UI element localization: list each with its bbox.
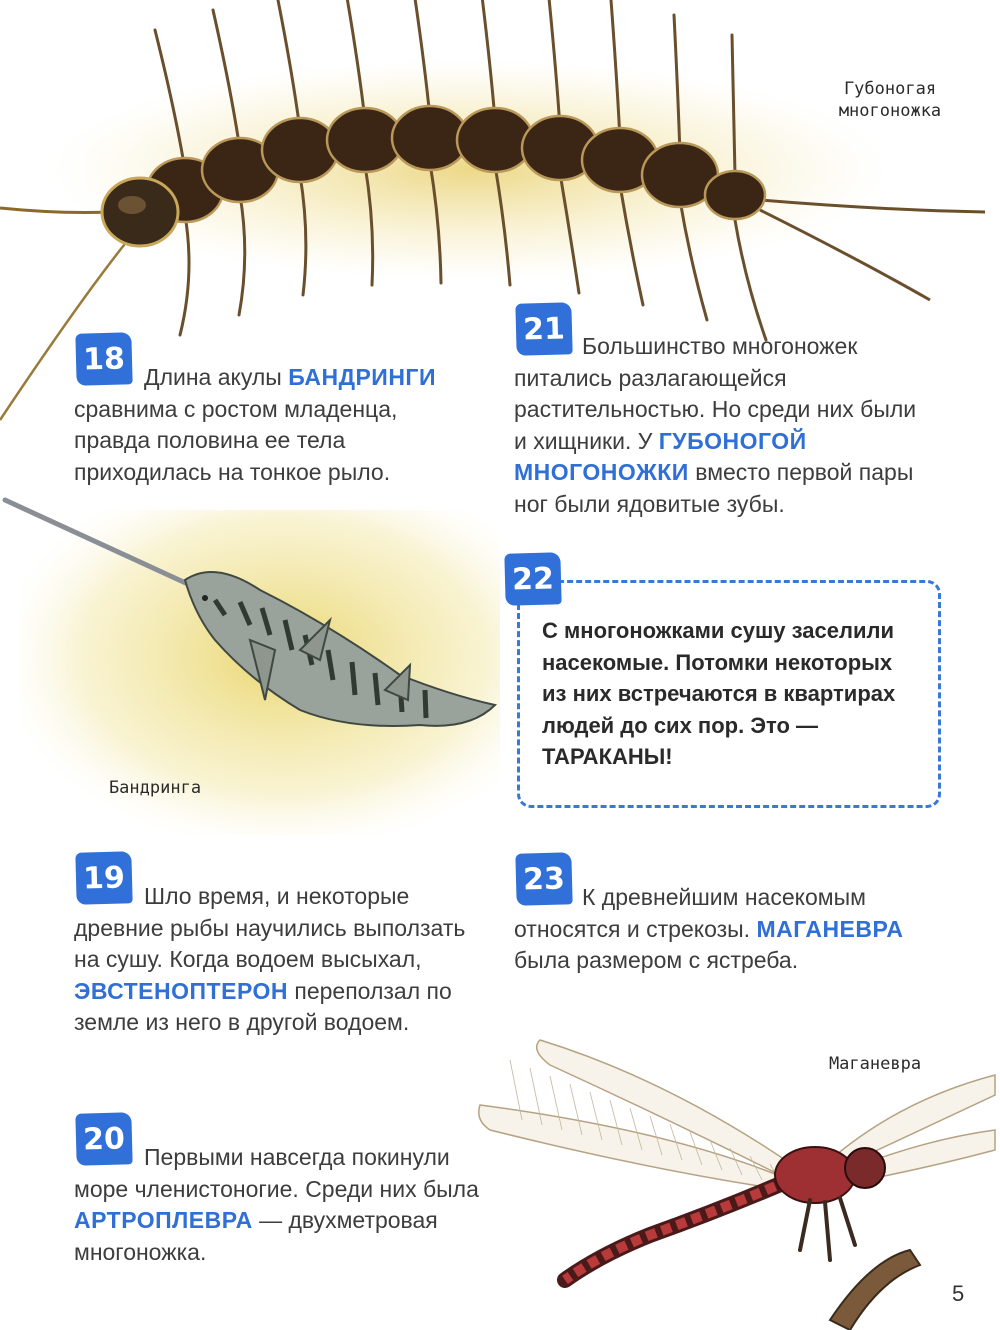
fact-23-badge: 23: [515, 852, 572, 905]
fact-19-before: Шло время, и некоторые древние рыбы научились выползать на сушу. Когда водоем высыхал,: [74, 883, 466, 972]
fact-23-before: К древнейшим насекомым относятся и стрекозы.: [514, 884, 866, 942]
fact-23-highlight: МАГАНЕВРА: [756, 915, 904, 942]
dragonfly-caption: Маганевра: [828, 1054, 922, 1074]
fact-18-badge: 18: [75, 332, 132, 385]
page-number: 5: [952, 1281, 965, 1306]
shark-illustration: [0, 490, 500, 835]
fact-22-callout: [517, 580, 941, 808]
fact-19-badge: 19: [75, 851, 132, 904]
fact-18-text: [74, 362, 474, 488]
fact-19-after: переползал по земле из него в другой водоем.: [74, 977, 452, 1035]
fact-22-badge: 22: [504, 552, 561, 605]
fact-23-after: была размером с ястреба.: [514, 947, 799, 973]
fact-21-text: [514, 331, 934, 520]
fact-21-highlight: ГУБОНОГОЙ МНОГОНОЖКИ: [514, 427, 807, 485]
fact-20-before: Первыми навсегда покинули море членистоногие. Среди них была: [74, 1144, 479, 1202]
fact-20-after: — двухметровая многоножка.: [74, 1207, 438, 1265]
fact-21-before: Большинство многоножек питались разлагающейся растительностью. Но среди них были и хищники. У: [514, 333, 917, 454]
fact-20-badge: 20: [75, 1112, 132, 1165]
fact-20-highlight: АРТРОПЛЕВРА: [74, 1207, 253, 1233]
fact-22-text: С многоножками сушу заселили насекомые. Потомки некоторых из них встречаются в квартирах людей до сих пор. Это — ТАРАКАНЫ!: [542, 618, 896, 769]
fact-18-after: сравнима с ростом младенца, правда половина ее тела приходилась на тонкое рыло.: [74, 395, 398, 485]
centipede-caption: Губоногая многоножка: [838, 79, 942, 121]
fact-19-highlight: ЭВСТЕНОПТЕРОН: [74, 977, 288, 1004]
fact-21-badge: 21: [515, 302, 572, 355]
shark-caption: Бандринга: [108, 778, 202, 798]
fact-20-text: [74, 1142, 479, 1268]
fact-18-before: Длина акулы: [144, 364, 289, 390]
fact-18-highlight: БАНДРИНГИ: [288, 364, 436, 390]
fact-23-text: [514, 882, 934, 977]
fact-19-text: [74, 881, 474, 1039]
fact-21-after: вместо первой пары ног были ядовитые зубы.: [514, 459, 914, 517]
